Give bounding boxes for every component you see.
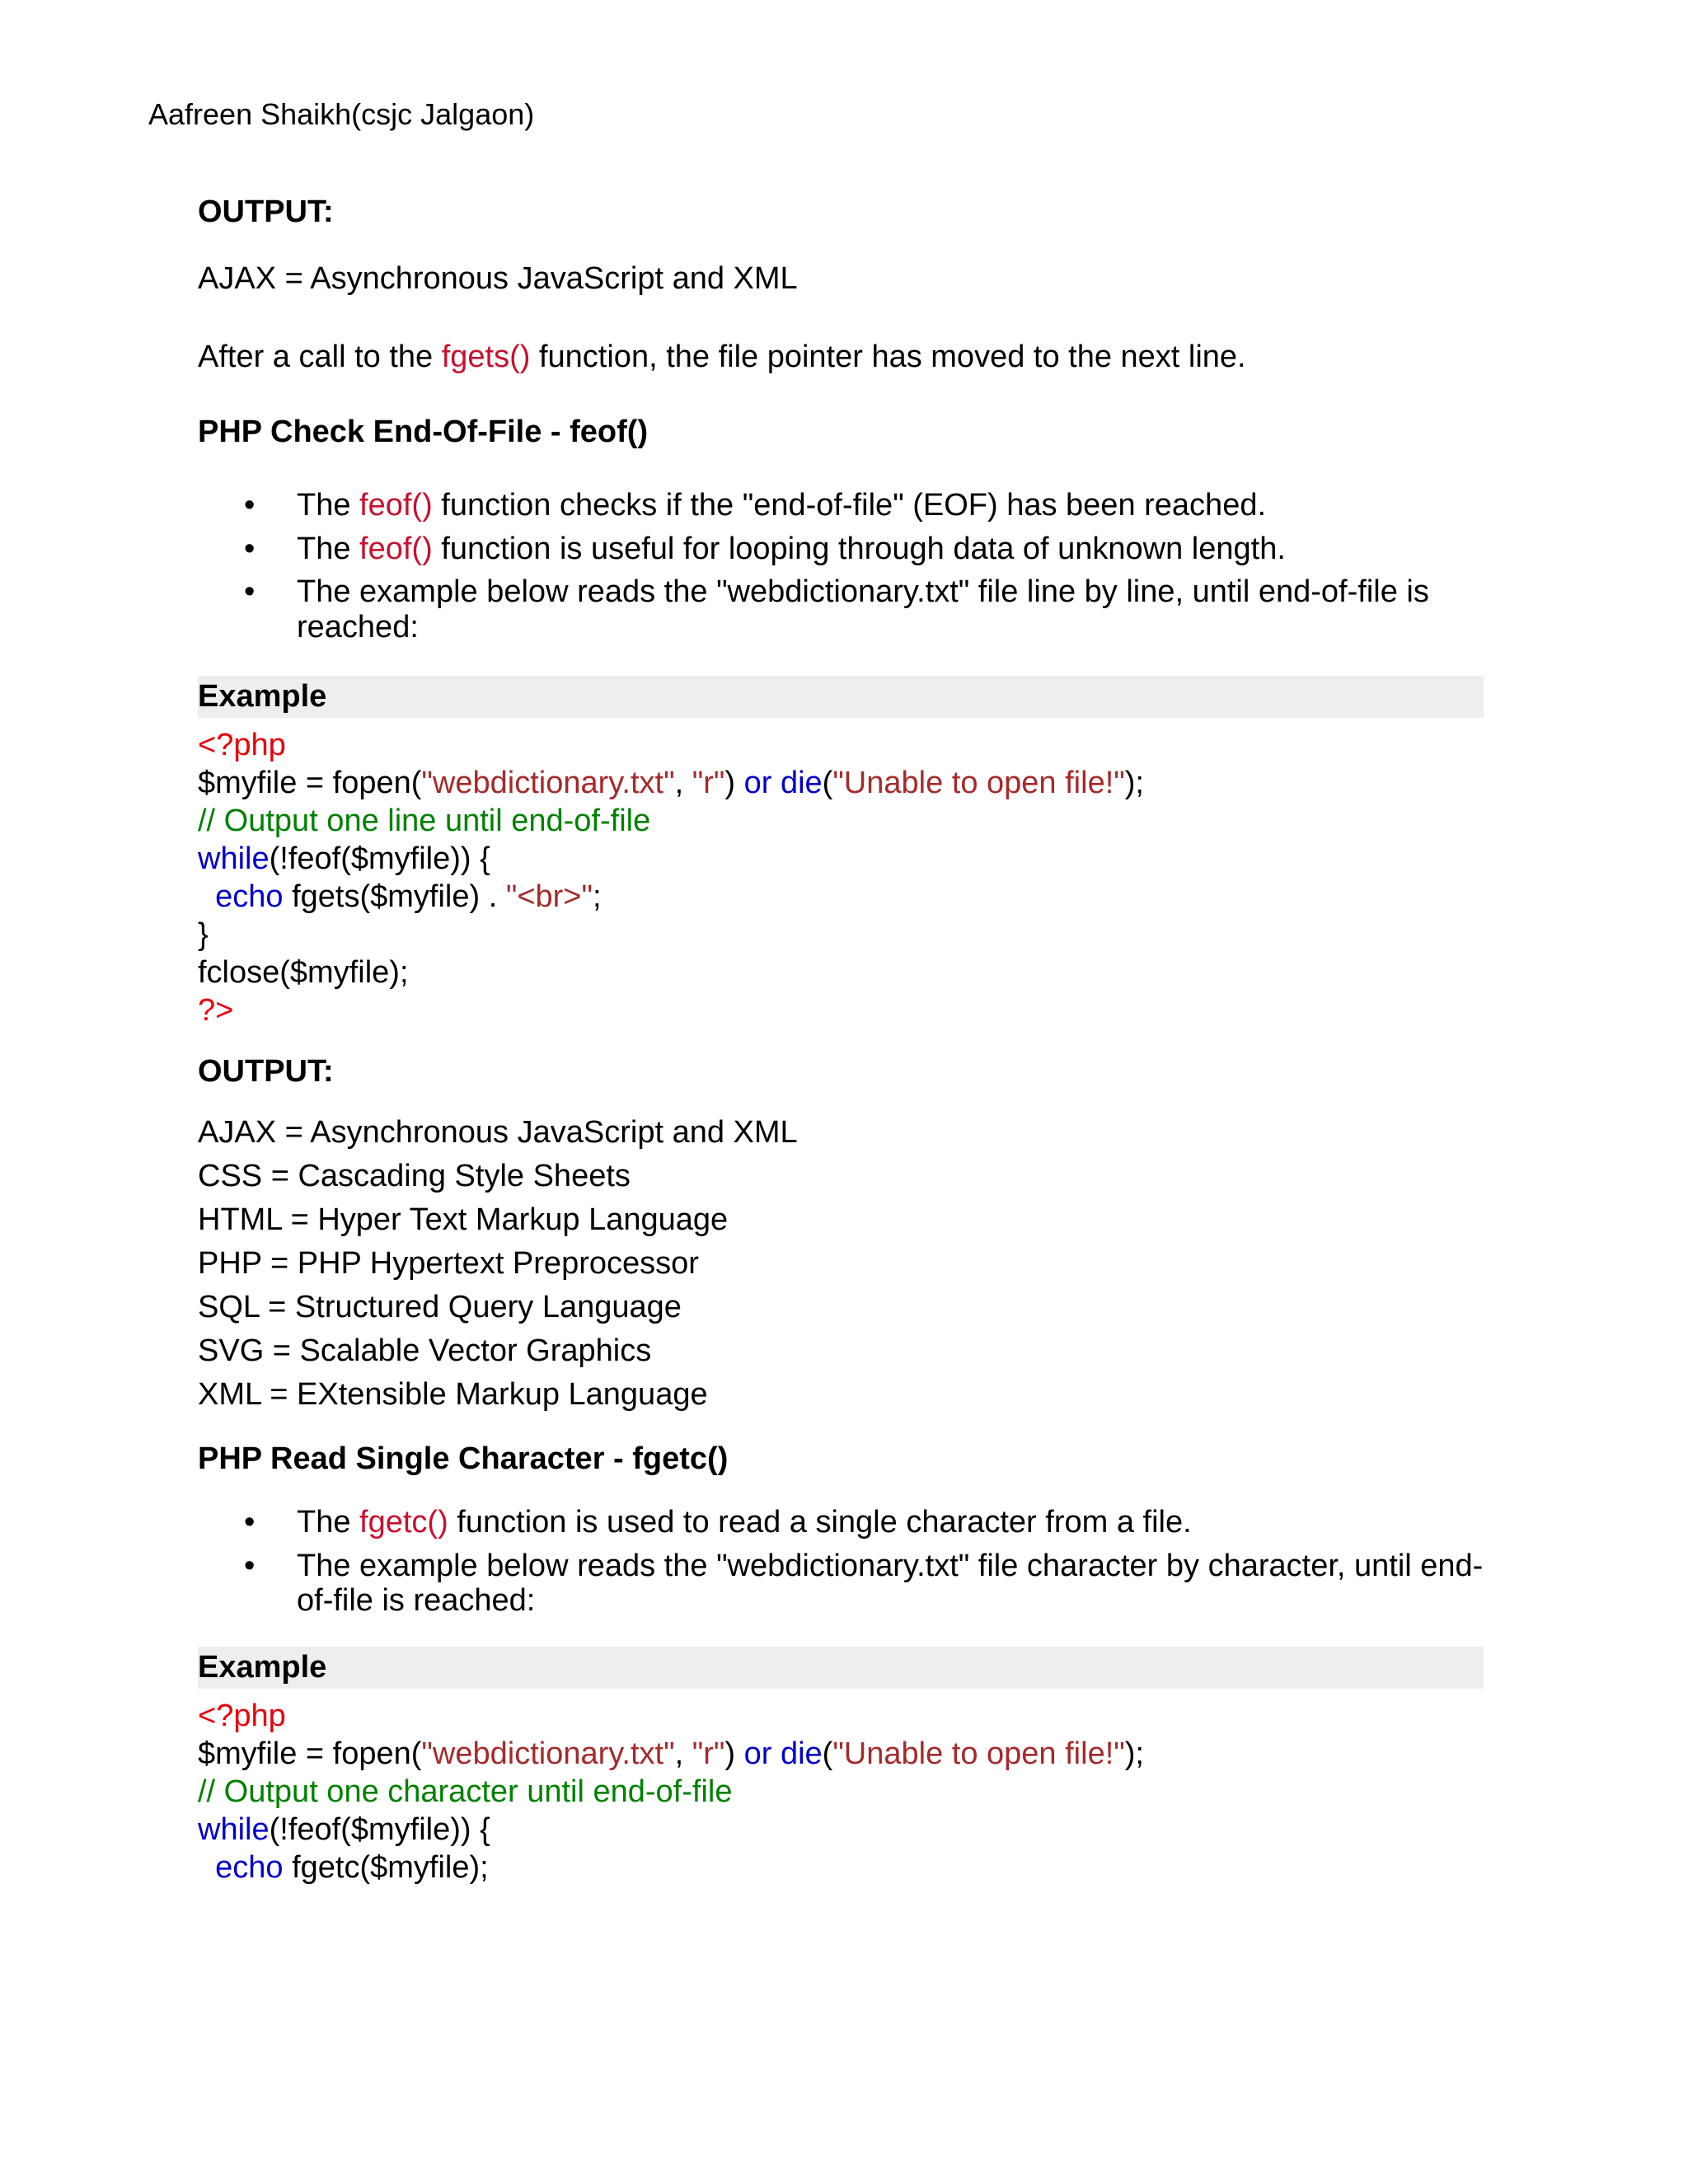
output-line: SVG = Scalable Vector Graphics bbox=[198, 1333, 652, 1369]
list-item: • The feof() function checks if the "end-of-file" (EOF) has been reached. bbox=[244, 488, 1267, 523]
output-line: HTML = Hyper Text Markup Language bbox=[198, 1202, 729, 1238]
code-open-tag: <?php bbox=[198, 1698, 286, 1733]
author-header: Aafreen Shaikh(csjc Jalgaon) bbox=[148, 97, 535, 131]
code-line-while: while(!feof($myfile)) { bbox=[198, 841, 490, 877]
code-line-fopen: $myfile = fopen("webdictionary.txt", "r") or die("Unable to open file!"); bbox=[198, 766, 1144, 801]
output-line: PHP = PHP Hypertext Preprocessor bbox=[198, 1246, 699, 1282]
output-line: SQL = Structured Query Language bbox=[198, 1290, 682, 1325]
code-open-tag: <?php bbox=[198, 728, 286, 763]
output-line: AJAX = Asynchronous JavaScript and XML bbox=[198, 1115, 798, 1151]
output-line-top: AJAX = Asynchronous JavaScript and XML bbox=[198, 261, 798, 296]
code-close-tag: ?> bbox=[198, 993, 234, 1029]
fgetc-bullet-list bbox=[198, 1505, 1484, 1619]
output-line: XML = EXtensible Markup Language bbox=[198, 1377, 708, 1413]
fgets-paragraph: After a call to the fgets() function, the file pointer has moved to the next line. bbox=[198, 340, 1246, 374]
fgetc-section-title: PHP Read Single Character - fgetc() bbox=[198, 1441, 729, 1477]
code-line-while: while(!feof($myfile)) { bbox=[198, 1811, 490, 1847]
code-line-fclose: fclose($myfile); bbox=[198, 955, 409, 991]
output-heading-1: OUTPUT: bbox=[198, 194, 334, 229]
code-comment: // Output one character until end-of-file bbox=[198, 1774, 733, 1809]
list-item: • The fgetc() function is used to read a single character from a file. bbox=[244, 1505, 1192, 1540]
page-content bbox=[198, 194, 1484, 1886]
code-block-feof bbox=[198, 726, 1484, 1029]
feof-section-title: PHP Check End-Of-File - feof() bbox=[198, 415, 649, 449]
list-item: • The example below reads the "webdictionary.txt" file character by character, until end-of-file is reached: bbox=[244, 1548, 1484, 1619]
example-label-2: Example bbox=[198, 1647, 1484, 1689]
output-list bbox=[198, 1111, 1484, 1417]
example-label-1: Example bbox=[198, 676, 1484, 718]
list-item: • The example below reads the "webdictionary.txt" file line by line, until end-of-file is reached: bbox=[244, 574, 1429, 644]
output-line: CSS = Cascading Style Sheets bbox=[198, 1159, 631, 1194]
code-block-fgetc bbox=[198, 1697, 1484, 1886]
code-comment: // Output one line until end-of-file bbox=[198, 804, 651, 839]
list-item: • The feof() function is useful for looping through data of unknown length. bbox=[244, 531, 1286, 566]
code-line-fopen: $myfile = fopen("webdictionary.txt", "r") or die("Unable to open file!"); bbox=[198, 1736, 1144, 1771]
code-line-echo: echo fgets($myfile) . "<br>"; bbox=[198, 879, 602, 915]
code-line-echo: echo fgetc($myfile); bbox=[198, 1849, 489, 1885]
code-line-brace: } bbox=[198, 917, 209, 953]
feof-bullet-list bbox=[198, 488, 1484, 644]
fgets-function-name: fgets() bbox=[441, 340, 531, 374]
output-heading-2: OUTPUT: bbox=[198, 1054, 334, 1090]
